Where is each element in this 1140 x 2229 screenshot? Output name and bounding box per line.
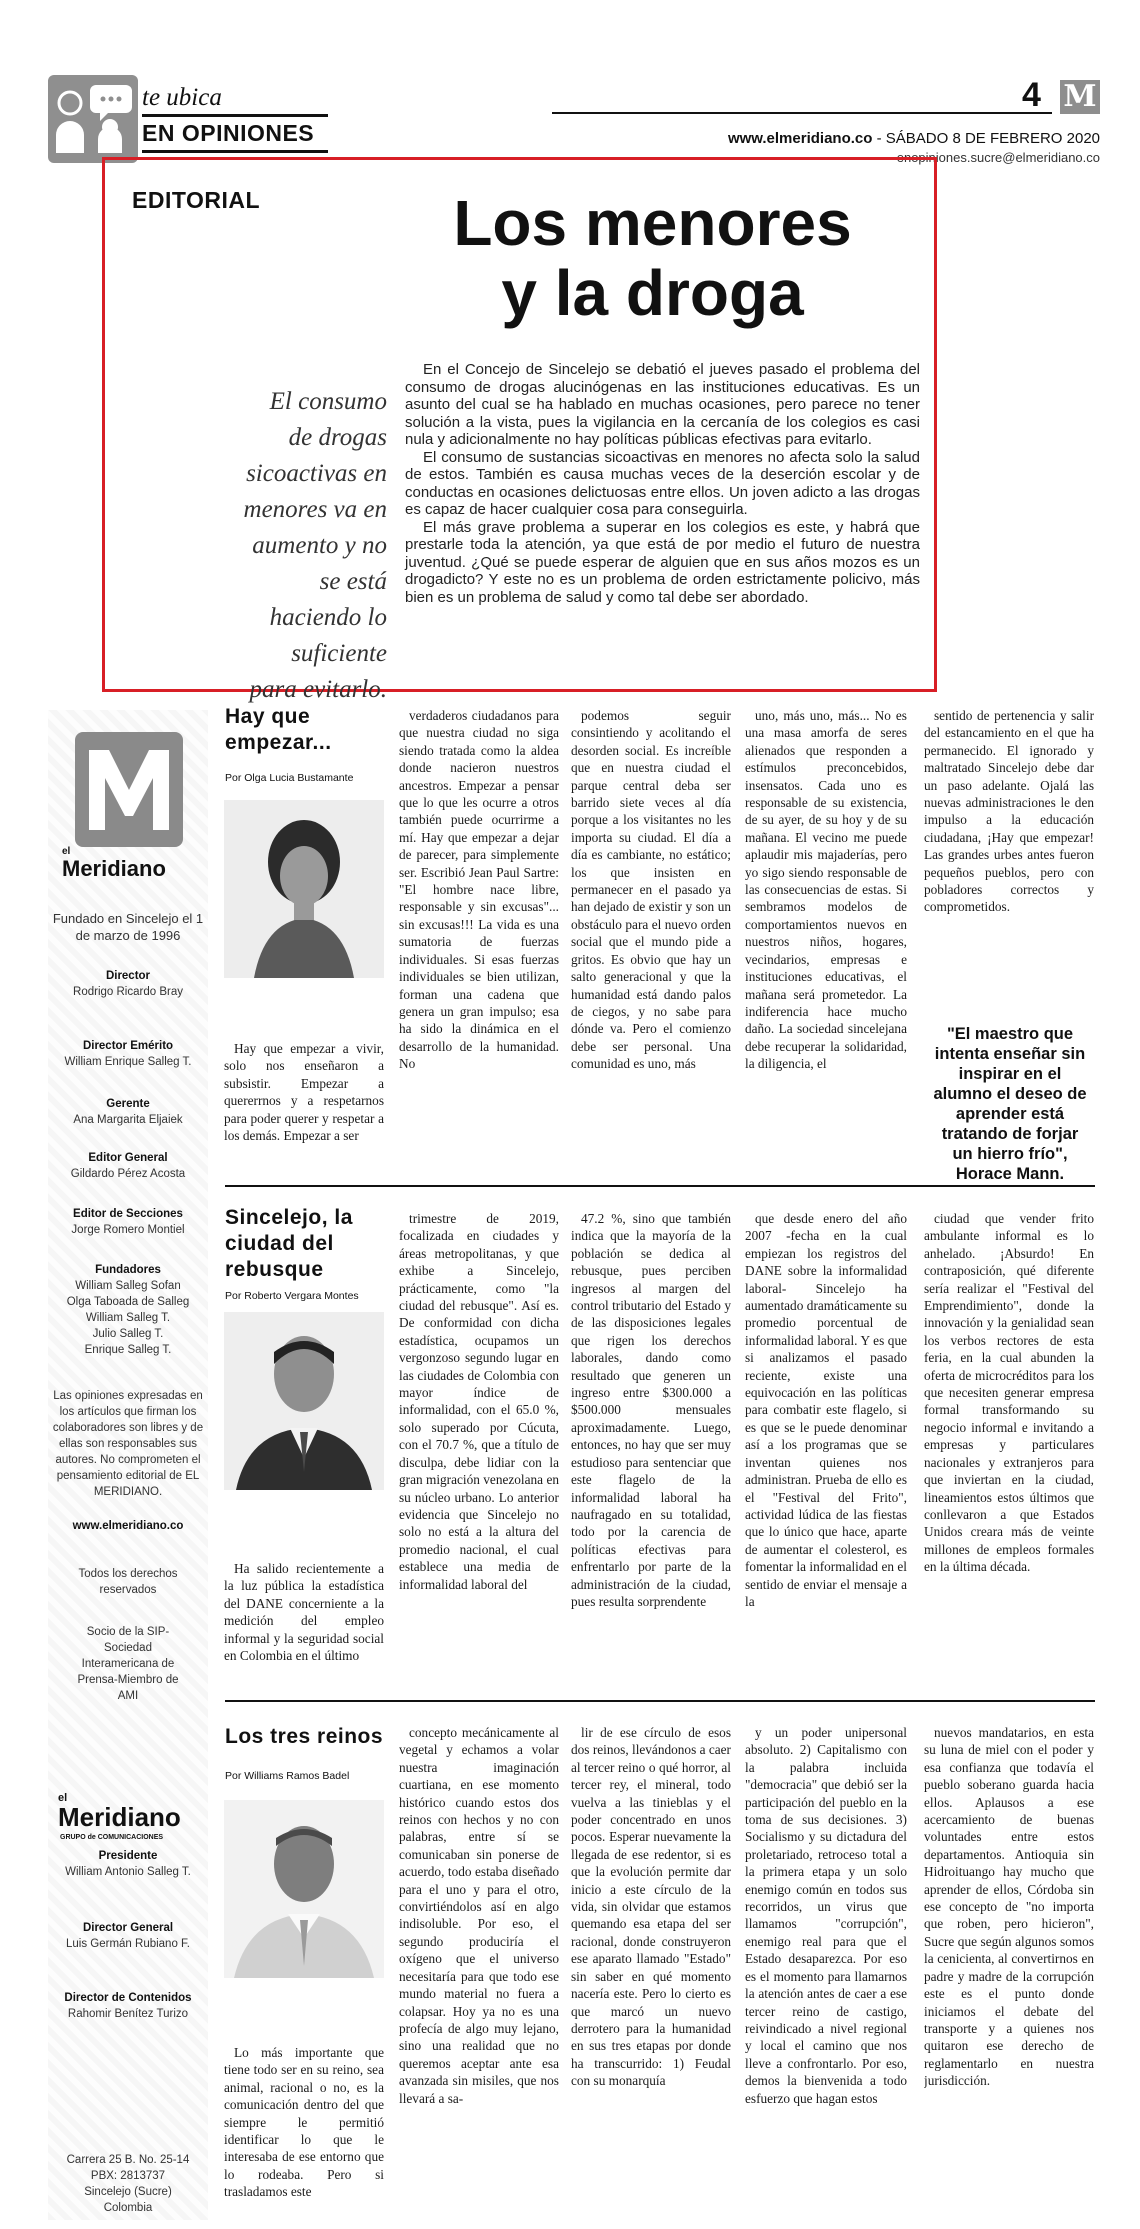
column-text: trimestre de 2019, focalizada en ciudades y áreas metropolitanas, y que exhibe a Sincelejo, prácticamente, como "la ciudad del rebusque". Así es. De conformidad con dicha estadística, ocupamos un vergonzoso segundo lugar en las ciudades de Colombia con mayor índice de informalidad, con el 65.0 %, solo superado por Cúcuta, con el 70.7 %, que a título de disculpa, debe lidiar con la gran migración venezolana en su núcleo urbano. Lo anterior evidencia que Sincelejo no solo no está a la altura del promedio nacional, el cual establece una media de informalidad laboral del [399, 1211, 559, 1592]
header-top-rule [552, 112, 1052, 114]
column-text: ciudad que vender frito ambulante informal es lo anhelado. ¡Absurdo! En contraposición, qué diferente sería realizar el "Festival del Emprendimiento", donde la innovación y la genialidad sean los verbos rectores de esta feria, en la cual abunden la oferta de microcréditos para los que necesiten generar empresa formal transformando su negocio informal e invitando a empresas y particulares nacionales y extranjeros para que inviertan en la ciudad, lineamientos estos últimos que conllevaron a que Estados Unidos creara más de veinte millones de empleos formales en la última década. [924, 1211, 1094, 1575]
article-column [571, 1724, 731, 2214]
sidebar-wordmark: Meridiano [62, 856, 166, 881]
staff-name: Luis Germán Rubiano F. [65, 1938, 190, 1950]
article-column [745, 1210, 907, 1680]
staff-name: Jorge Romero Montiel [71, 1224, 185, 1236]
column-text: Ha salido recientemente a la luz pública la estadística del DANE concerniente a la medición del empleo informal y la seguridad social en Colombia en el último [224, 1561, 384, 1664]
staff-editor [48, 1150, 208, 1182]
header-rule [142, 150, 328, 153]
newspaper-logo: M [1060, 80, 1100, 114]
article-column [224, 1560, 384, 1680]
column-text: Lo más importante que tiene todo ser en su reino, sea animal, racional o no, es la comunicación dentro del que siempre le permitió identificar lo que le interesaba de ese entorno que lo rodeaba. Pero si trasladamos este [224, 2045, 384, 2200]
article-byline: Por Williams Ramos Badel [225, 1770, 350, 1782]
staff-role: Editor de Secciones [73, 1208, 183, 1220]
staff-name: William Enrique Salleg T. [64, 1056, 192, 1068]
group-wordmark-small: el [58, 1792, 68, 1804]
article-byline: Por Roberto Vergara Montes [225, 1290, 359, 1302]
staff-name: Gildardo Pérez Acosta [70, 1168, 186, 1180]
staff-name: Rodrigo Ricardo Bray [73, 986, 183, 998]
staff-role: Director de Contenidos [64, 1992, 192, 2004]
sip-membership: Socio de la SIP-Sociedad Interamericana de Prensa-Miembro de AMI [77, 1626, 179, 1702]
header-dateline [560, 130, 1100, 147]
staff-manager [48, 1096, 208, 1128]
column-text: que desde enero del año 2007 -fecha en la cual empiezan los registros del DANE sobre la informalidad laboral- Sincelejo ha aumentado dramáticamente su promedio porcentual de informalidad laboral. Y es que si analizamos el pasado reciente, existe una equivocación en las políticas para combatir este flagelo, si es que se le puede denominar así a los programas que se inventan quienes nos administran. Prueba de ello es el "Festival del Frito", actividad lúdica de las fiestas que lo único que hace, aparte de aumentar el colesterol, es fomentar la informalidad en el sentido de enviar el mensaje a la [745, 1211, 907, 1609]
article-column [224, 1040, 384, 1172]
column-text: sentido de pertenencia y salir del estancamiento en el que ha permanecido. El ignorado y maltratado Sincelejo debe dar un paso adelante. Ojalá las nuevas administraciones le den impulso a la educación ciudadana, ¡Hay que empezar! Las grandes urbes antes fueron pequeños pueblos, pero con pobladores correctos y comprometidos. [924, 708, 1094, 915]
editorial-paragraph: En el Concejo de Sincelejo se debatió el jueves pasado el problema del consumo de drogas alucinógenas en las instituciones educativas. Es un asunto del cual se ha hablado en muchas ocasiones, pero parece no tener solución a la vista, pues la vigilancia en la cercanía de los colegios es casi nula y adicionalmente no hay políticas públicas efectivas para evitarlo. [405, 361, 920, 448]
author-photo [224, 800, 384, 978]
sidebar-wordmark-small: el [62, 846, 71, 857]
article-column [571, 1210, 731, 1680]
staff-name: Rahomir Benítez Turizo [67, 2008, 189, 2020]
editorial-title [380, 188, 925, 328]
section-email[interactable]: enopiniones.sucre@elmeridiano.co [896, 150, 1100, 165]
issue-date: - SÁBADO 8 DE FEBRERO 2020 [872, 130, 1100, 147]
staff-role: Presidente [98, 1850, 158, 1862]
column-text: podemos seguir consintiendo y acolitando el desorden social. Es increíble que en nuestra ciudad el parque central deba ser barrido siete veces al día porque a los visitantes no les importa su ciudad. El día a día es cambiante, no estático; los que insisten en permanecer en el pasado ya han dejado de existir y son un obstáculo para el nuevo orden social que el mundo pide a gritos. Es obvio que hay un salto generacional y que la humanidad está dando palos de ciegos, y no sabe para dónde va. Pero el comienzo debe ser personal. Una comunidad es uno, más [571, 708, 731, 1072]
article-column [571, 707, 731, 1172]
section-chat-icon [48, 75, 138, 163]
staff-role: Director [105, 970, 151, 982]
sidebar-website[interactable]: www.elmeridiano.co [72, 1520, 184, 1532]
staff-role: Gerente [106, 1098, 150, 1110]
pull-quote: "El maestro que intenta enseñar sin inspirar en el alumno el deseo de aprender está tratando de forjar un hierro frío", Horace Mann. [933, 1025, 1087, 1183]
founder-name: William Salleg Sofan [75, 1280, 181, 1292]
group-wordmark-sub: GRUPO de COMUNICACIONES [60, 1834, 164, 1841]
staff-role: Director Emérito [82, 1040, 174, 1052]
founder-name: Enrique Salleg T. [84, 1344, 172, 1356]
article-column [224, 2044, 384, 2214]
article-column [399, 1724, 559, 2214]
author-photo [224, 1312, 384, 1490]
staff-founders [48, 1262, 208, 1358]
group-wordmark: Meridiano [58, 1802, 181, 1832]
column-text: lir de ese círculo de esos dos reinos, llevándonos a caer al tercer reino o qué horror, al tercer rey, el mineral, todo vuelva a las tinieblas y el poder concentrado en unos pocos. Esperar nuevamente la llegada de ese redentor, si es que la evolución permite dar inicio a este círculo de la vida, sin olvidar que estamos quemando esa etapa del ser racional, donde construyeron ese aparato llamado "Estado" sin saber en qué momento nacería este. Pero lo cierto es que marcó un nuevo derrotero para la humanidad en sus tres etapas por donde ha transcurrido: 1) Feudal con su monarquía [571, 1725, 731, 2089]
column-text: nuevos mandatarios, en esta su luna de miel con el poder y esa confianza que todavía el pueblo soberano guarda hacia ellos. Aplausos a ese acercamiento de buenas voluntades entre estos departamentos. Antioquia sin Hidroituango hay mucho que aprender de ellos, Córdoba sin ese concepto de "no importa que roben, pero hicieron", Sucre que según algunos somos la cenicienta, al convertirnos en padre y madre de la corrupción este es el punto donde iniciamos el debate del transporte y a quienes nos quitaron ese derecho de reglamentarlo en nuestra jurisdicción. [924, 1725, 1094, 2089]
column-text: concepto mecánicamente al vegetal y echamos a volar nuestra imaginación cuartiana, en ese momento histórico cuando estos dos reinos con hechos y no con palabras, entre sí se comunicaban sin ponerse de acuerdo, todo estaba diseñado para el uno y para el otro, convirtiéndolos así en algo indisoluble. Por eso, el segundo produciría el oxígeno que el universo necesitaría para que todo ese mundo material no fuera a colapsar. Hoy ya no es una profecía de algo muy lejano, sino una realidad que no queremos aceptar ante esa avanzada sin misiles, que nos llevará a sa- [399, 1725, 559, 2106]
column-text: 47.2 %, sino que también indica que la mayoría de la población se dedica al rebusque, pues perciben ingresos al margen del control tributario del Estado y de las disposiciones legales que rigen los derechos laborales, dando como resultado que generen un ingreso entre $300.000 a $500.000 mensuales aproximadamente. Luego, entonces, no hay que ser muy estudioso para sentenciar que este flagelo de la informalidad laboral ha naufragado en su totalidad, todo por la carencia de políticas efectivas para enfrentarlo por parte de la administración de la ciudad, pues resulta sorprendente [571, 1211, 731, 1609]
founder-name: Julio Salleg T. [92, 1328, 164, 1340]
staff-emeritus [48, 1038, 208, 1070]
article-byline: Por Olga Lucia Bustamante [225, 772, 354, 784]
editorial-title-line-2: y la droga [501, 257, 804, 329]
staff-name: Ana Margarita Eljaiek [73, 1114, 183, 1126]
founded-note: Fundado en Sincelejo el 1 de marzo de 1996 [52, 911, 204, 943]
article-column [745, 707, 907, 1172]
editorial-paragraph: El más grave problema a superar en los colegios es este, y habrá que prestarle toda la atención, ya que está de por medio el futuro de nuestra juventud. ¿Qué se puede esperar de alguien que en sus años mozos es un drogadicto? Y este no es un problema de orden estrictamente policivo, más bien es un problema de salud y como tal debe ser abordado. [405, 518, 920, 606]
disclaimer: Las opiniones expresadas en los artículos que firman los colaboradores son libres y de ellas son responsables sus autores. No comprometen el pensamiento editorial de EL MERIDIANO. [52, 1390, 204, 1498]
staff-content-director [64, 1990, 192, 2022]
founder-name: William Salleg T. [85, 1312, 171, 1324]
article-title: Los tres reinos [225, 1725, 384, 1748]
staff-name: William Antonio Salleg T. [65, 1866, 191, 1878]
column-text: y un poder unipersonal absoluto. 2) Capitalismo con la palabra incluida "democracia" que debió ser la participación del pueblo en la toma de sus decisiones. 3) Socialismo y su dictadura del proletariado, retroceso total a la primera etapa y un solo enemigo común en todos sus recorridos, un virus que llamamos "corrupción", enemigo real para que el Estado desaparezca. Por eso es el momento para llamarnos la atención antes de caer a ese tercer reino de castigo, reivindicado a nivel regional y local el camino que nos lleve a confrontarlo. Por eso, demos la bienvenida a todo esfuerzo que hagan estos [745, 1725, 907, 2106]
author-photo [224, 1800, 384, 1978]
column-text: verdaderos ciudadanos para que nuestra ciudad no siga siendo tratada como la aldea donde nacieron nuestros ancestros. Empezar a pensar que lo que les ocurre a otros también puede ocurrirme a mí. Hay que empezar a dejar de parecer, para simplemente ser. Escribió Jean Paul Sartre: "El hombre nace libre, responsable y sin excusas"... sin excusas!!! La vida es una sumatoria de fuerzas individuales. Si esas fuerzas individuales se bien utilizan, forman una cadena que genera un gran impulso; esa ha sido la dinámica en el desarrollo de la humanidad. No [399, 708, 559, 1072]
editorial-pull-quote: El consumo de drogas sicoactivas en menores va en aumento y no se está haciendo lo suficiente para evitarlo. [243, 388, 387, 703]
article-column [745, 1724, 907, 2214]
section-kicker: te ubica [142, 84, 222, 111]
staff-role: Director General [82, 1922, 174, 1934]
founder-name: Olga Taboada de Salleg [66, 1296, 190, 1308]
article-title: Sincelejo, la ciudad del rebusque [225, 1206, 353, 1281]
section-name: EN OPINIONES [142, 120, 315, 146]
article-column [399, 707, 559, 1172]
meridiano-logo-icon [75, 732, 183, 860]
staff-sections [48, 1206, 208, 1238]
staff-general-director [48, 1920, 208, 1952]
article-column [399, 1210, 559, 1680]
staff-role: Editor General [88, 1152, 168, 1164]
staff-president [48, 1848, 208, 1880]
article-divider [225, 1700, 1095, 1702]
article-column [924, 1210, 1094, 1680]
article-divider [225, 1185, 1095, 1187]
page-number: 4 [1022, 76, 1041, 114]
editorial-body [405, 361, 920, 606]
column-text: Hay que empezar a vivir, solo nos enseñaron a subsistir. Empezar a quererrnos y a respetarnos para poder querer y respetar a los demás. Empezar a ser [224, 1041, 384, 1144]
staff-director [48, 968, 208, 1000]
address: Carrera 25 B. No. 25-14 PBX: 2813737 Sincelejo (Sucre) Colombia [66, 2154, 190, 2214]
site-url[interactable]: www.elmeridiano.co [727, 130, 873, 147]
header-rule [142, 114, 328, 117]
article-column [924, 1724, 1094, 2214]
staff-role: Fundadores [95, 1264, 161, 1276]
editorial-title-line-1: Los menores [453, 187, 852, 259]
article-title: Hay que empezar... [225, 705, 332, 754]
article-column [924, 707, 1094, 1017]
editorial-paragraph: El consumo de sustancias sicoactivas en menores no afecta solo la salud de estos. También es causa muchas veces de la deserción escolar y de conductas en ocasiones delictuosas entre ellos. Un joven adicto a las drogas es capaz de hacer cualquier cosa para conseguirla. [405, 448, 920, 518]
column-text: uno, más uno, más... No es una masa amorfa de seres alienados que responden a estímulos preconcebidos, insensatos. Cada uno es responsable de su existencia, de su ayer, de su hoy y de su mañana. El vecino me puede aplaudir mis majaderías, pero yo sigo siendo responsable de las consecuencias de estas. Si sembramos modelos de comportamientos nuevos en nuestros niños, hogares, vecindarios, empresas e instituciones educativas, el mañana será prometedor. La indiferencia hace mucho daño. La sociedad sincelejana debe recuperar la solidaridad, la diligencia, el [745, 708, 907, 1072]
rights-note: Todos los derechos reservados [78, 1568, 178, 1596]
editorial-label: EDITORIAL [132, 187, 261, 213]
